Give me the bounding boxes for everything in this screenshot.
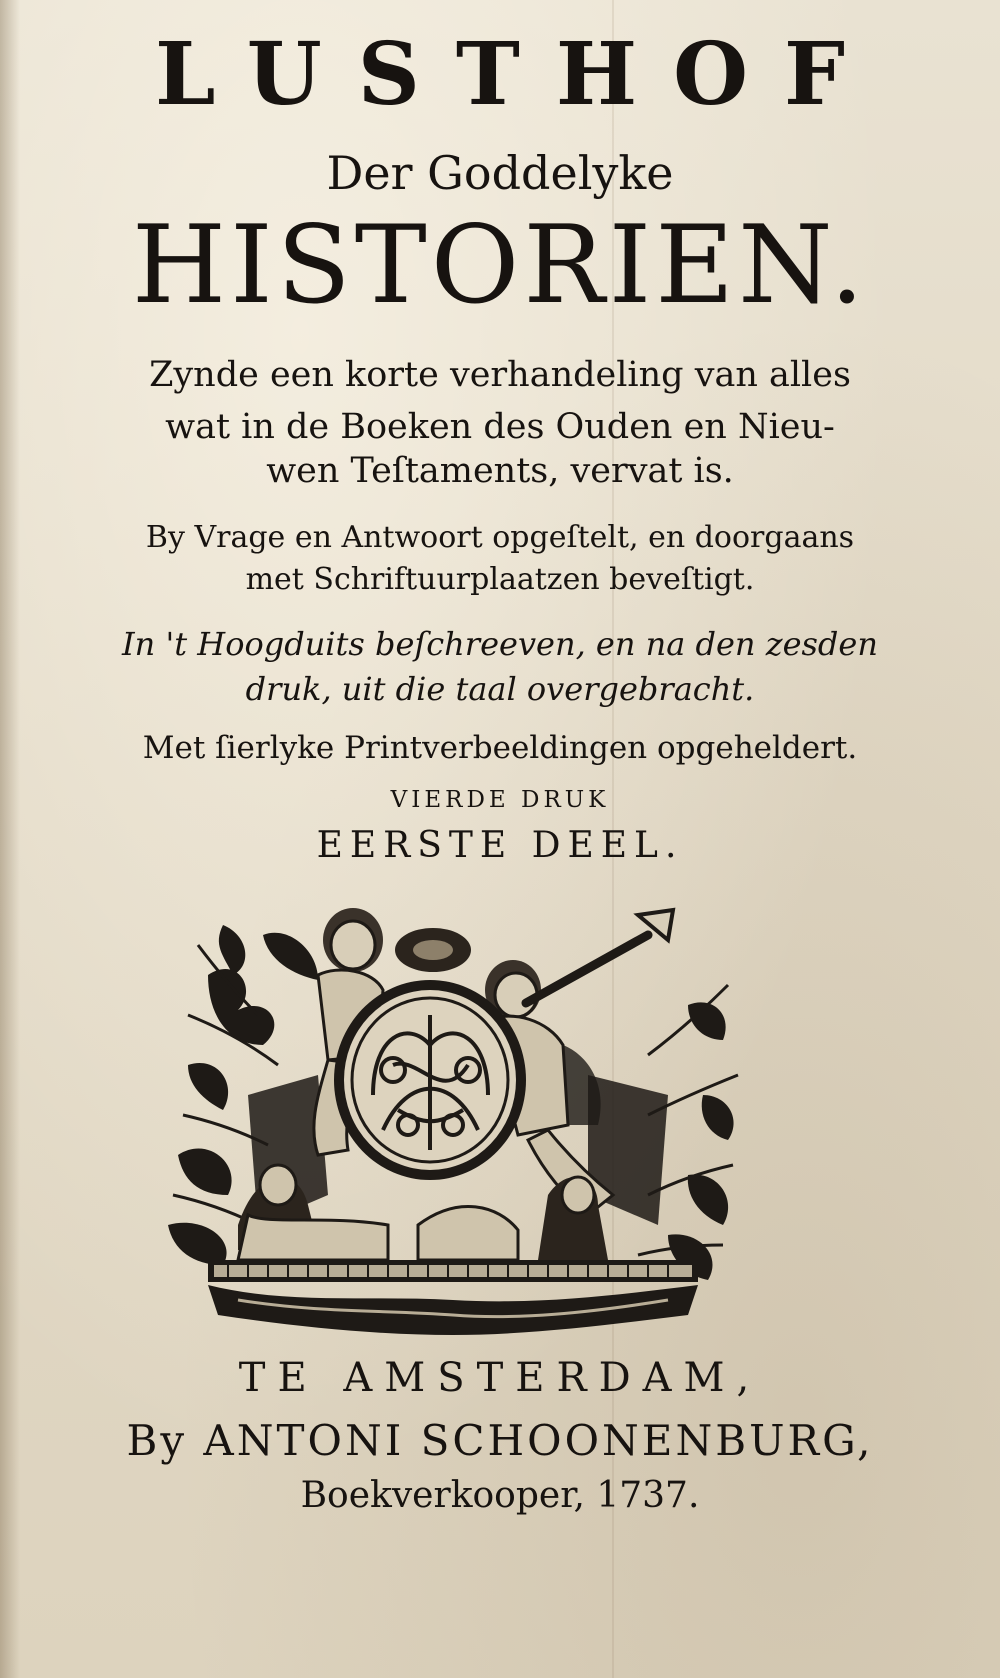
translation-line-2: druk, uit die taal overgebracht. bbox=[245, 670, 755, 708]
printers-device-ornament bbox=[168, 895, 742, 1341]
subtitle-line-1: Zynde een korte verhandeling van alles bbox=[149, 355, 851, 395]
edition-label: VIERDE DRUK bbox=[390, 787, 610, 813]
title-lusthof: LUSTHOF bbox=[154, 24, 882, 125]
method-line-1: By Vrage en Antwoort opgeſtelt, en doorgaans bbox=[145, 520, 855, 555]
translation-line-1: In 't Hoogduits beſchreeven, en na den zesden bbox=[122, 625, 878, 663]
volume-label: EERSTE DEEL. bbox=[316, 825, 684, 866]
monogram-medallion-icon bbox=[334, 980, 526, 1180]
plinth-icon bbox=[208, 1260, 698, 1335]
imprint-publisher: By ANTONI SCHOONENBURG, bbox=[126, 1416, 874, 1465]
title-historien: HISTORIEN. bbox=[131, 203, 869, 328]
title-der-goddelyke: Der Goddelyke bbox=[326, 146, 674, 200]
imprint-trade-year: Boekverkooper, 1737. bbox=[300, 1475, 700, 1516]
illustration-note: Met ſierlyke Printverbeeldingen opgeheldert. bbox=[142, 730, 858, 766]
subtitle-line-2: wat in de Boeken des Ouden en Nieu- bbox=[165, 407, 835, 447]
subtitle-line-3: wen Teſtaments, vervat is. bbox=[266, 451, 734, 491]
method-line-2: met Schriftuurplaatzen beveſtigt. bbox=[245, 562, 755, 597]
imprint-place: TE AMSTERDAM, bbox=[238, 1355, 762, 1401]
wreath-icon bbox=[395, 928, 471, 972]
